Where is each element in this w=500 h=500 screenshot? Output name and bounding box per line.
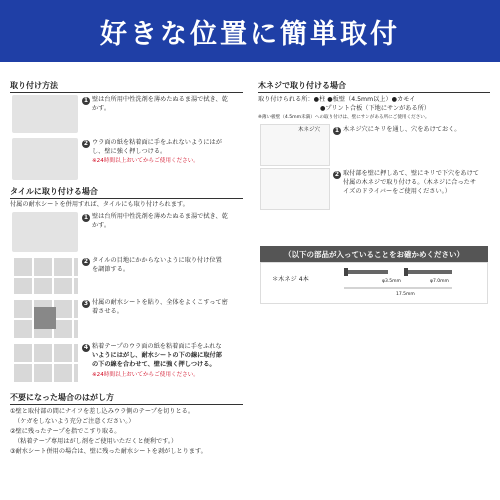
tile-intro: 付属の耐水シートを併用すれば、タイルにも取り付けられます。 <box>10 201 189 208</box>
screw-step2-line2: 付属の木ネジで取り付ける。（木ネジに合ったサ <box>343 179 477 186</box>
install-heading: 取り付け方法 <box>10 81 58 90</box>
dimension-2: φ7.0mm <box>430 279 449 284</box>
tile-step3-line2: 着させる。 <box>92 308 123 315</box>
tile-step-number-2: 2 <box>83 258 89 265</box>
screw-shaft-2 <box>408 270 452 274</box>
install-step1-line2: かす。 <box>92 105 111 112</box>
install-step1-line1: 壁は台所用中性洗剤を薄めたぬるま湯で拭き、乾 <box>92 96 228 103</box>
parts-banner: （以下の部品が入っていることをお確かめください） <box>260 246 488 262</box>
screw-where: 取り付けられる所：●柱 ●板壁（4.5mm以上）●カモイ <box>258 96 416 103</box>
parts-item: ＊木ネジ 4本 <box>272 276 309 283</box>
tile-step4-line1: 粘着テープのウラ面の紙を粘着面に手をふれな <box>92 343 222 350</box>
tile-heading: タイルに取り付ける場合 <box>10 187 98 196</box>
tile-press-illustration <box>12 342 78 382</box>
remove-line-2: （ケガをしないよう充分ご注意ください。） <box>14 418 135 425</box>
tile-step-number-3: 3 <box>83 300 89 307</box>
install-rule <box>10 92 243 93</box>
tile-rule <box>10 198 243 199</box>
step-number-1: 1 <box>83 97 89 104</box>
screw-step2-line1: 取付部を壁に押しあて、壁にキリで下穴をあけて <box>343 170 479 177</box>
step-number-2: 2 <box>83 140 89 147</box>
wipe-illustration <box>12 95 78 133</box>
screw-heading: 木ネジで取り付ける場合 <box>258 81 346 90</box>
remove-line-1: ①壁と取付部の間にナイフを差し込みウラ側のテープを切りとる。 <box>10 408 195 415</box>
dimension-3: 17.5mm <box>396 292 415 297</box>
remove-line-3: ②壁に残ったテープを指でこすり取る。 <box>10 428 121 435</box>
tile-step2-line1: タイルの目地にかからないように取り付け位置 <box>92 257 222 264</box>
screw-note: ※薄い板壁（4.5mm未満）への取り付けは、壁にサンがある所にご使用ください。 <box>258 115 430 120</box>
screw-step-number-2: 2 <box>334 171 340 178</box>
install-note: ※24時間以上おいてからご使用ください。 <box>92 158 199 164</box>
tile-step2-line2: を調節する。 <box>92 266 130 273</box>
screw-head-2 <box>404 268 408 276</box>
tile-step1-line1: 壁は台所用中性洗剤を薄めたぬるま湯で拭き、乾 <box>92 213 228 220</box>
page-title: 好きな位置に簡単取付 <box>0 0 500 62</box>
screw-step-number-1: 1 <box>334 127 340 134</box>
tile-step-number-1: 1 <box>83 214 89 221</box>
screw-hole-label: 木ネジ穴 <box>298 127 321 133</box>
screw-step2-line3: イズのドライバーをご使用ください。） <box>343 188 451 195</box>
tile-step3-line1: 付属の耐水シートを貼り、全体をよくこすって密 <box>92 299 228 306</box>
tile-wipe-illustration <box>12 212 78 252</box>
install-step2-line2: し、壁に強く押しつける。 <box>92 148 167 155</box>
screw-head-1 <box>344 268 348 276</box>
remove-rule <box>10 404 243 405</box>
screw-where-2: ●プリント合板（下地にサンがある所） <box>320 105 431 112</box>
screw-shaft-1 <box>348 270 388 274</box>
remove-heading: 不要になった場合のはがし方 <box>10 393 114 402</box>
tile-step4-line2: いようにはがし、耐水シートの下の線に取付部 <box>92 352 222 359</box>
tile-note: ※24時間以上おいてからご使用ください。 <box>92 372 199 378</box>
peel-illustration <box>12 138 78 180</box>
tile-step-number-4: 4 <box>83 344 89 351</box>
tile-step4-line3: の下の線を合わせて、壁に強く押しつける。 <box>92 361 216 368</box>
screw-rule <box>258 92 490 93</box>
dimension-1: φ3.5mm <box>382 279 401 284</box>
screw-step1: 木ネジ穴にキリを通し、穴をあけておく。 <box>343 126 461 133</box>
tile-step1-line2: かす。 <box>92 222 111 229</box>
water-resistant-sheet-shape <box>34 307 56 329</box>
screw-mount-illustration <box>260 168 330 210</box>
remove-line-4: （粘着テープ専用はがし剤をご使用いただくと便利です。） <box>14 438 178 445</box>
tile-position-illustration <box>12 256 78 294</box>
install-step2-line1: ウラ面の紙を粘着面に手をふれないようにはが <box>92 139 222 146</box>
remove-line-5: ③耐水シート併用の場合は、壁に残った耐水シートを剥がしとります。 <box>10 448 207 455</box>
